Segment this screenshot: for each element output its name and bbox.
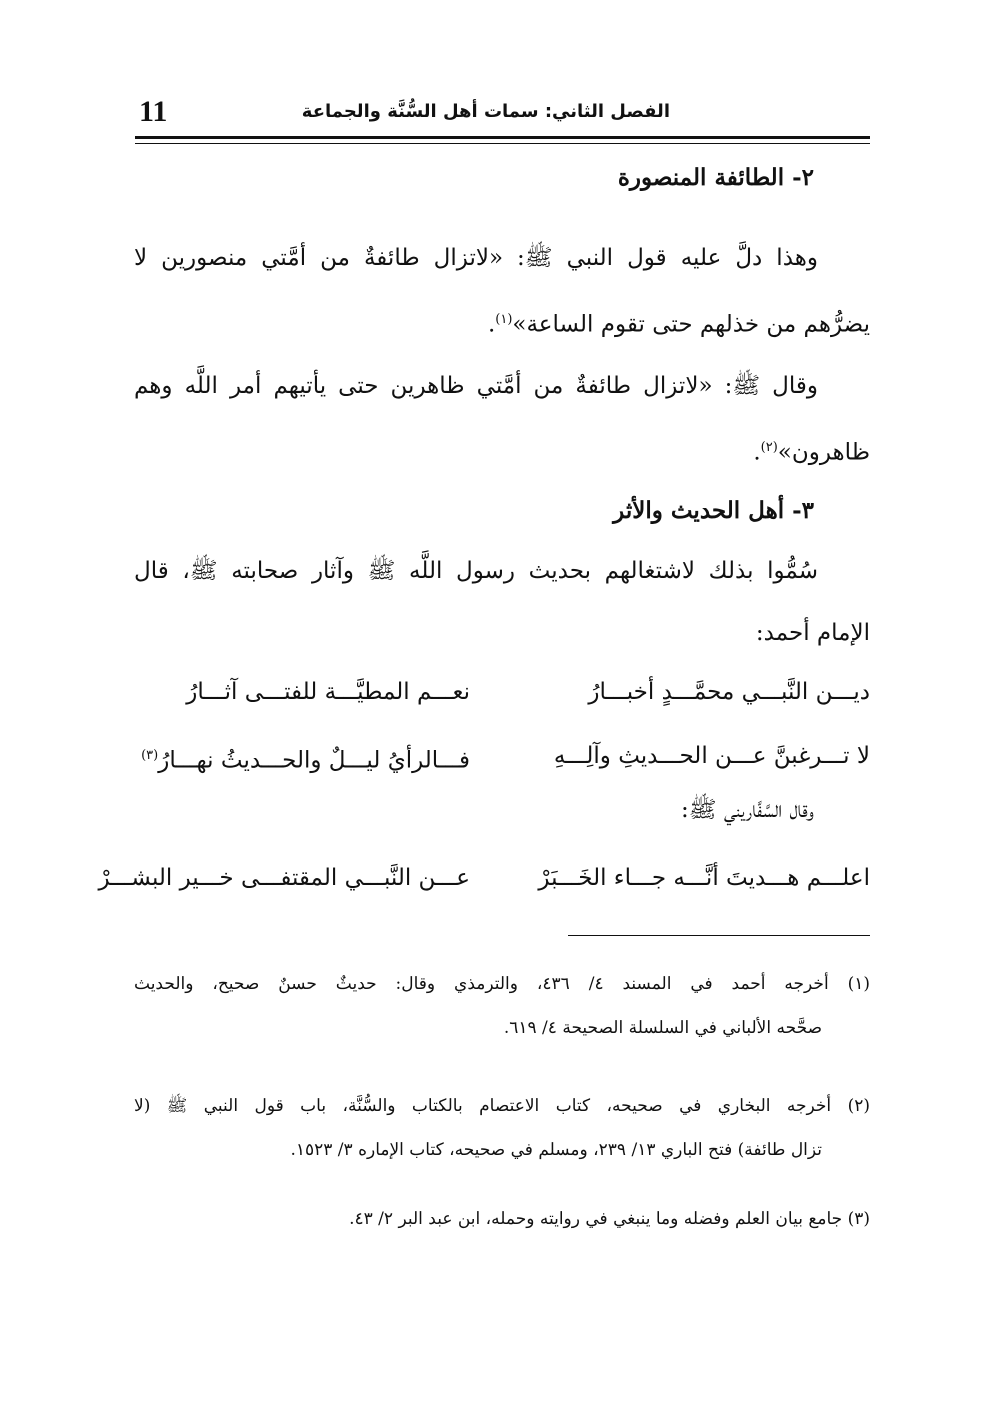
footnote-line: تزال طائفة) فتح الباري ١٣/ ٢٣٩، ومسلم في صحيحه، كتاب الإماره ٣/ ١٥٢٣.: [290, 1140, 822, 1160]
footnote: [134, 1084, 870, 1172]
poem-verse: [134, 670, 870, 714]
hemistich-second: عـــن النَّبـــي المقتفـــى خـــير البشـــرْ: [98, 865, 470, 891]
footnote-ref[interactable]: (١): [495, 312, 513, 327]
paragraph-end: .: [487, 311, 496, 338]
hemistich-second: [141, 734, 470, 783]
paragraph: [134, 540, 870, 664]
hemistich-text: فـــالرأيُ ليـــلٌ والحـــديثُ نهـــارُ: [158, 747, 470, 774]
page-header: [135, 92, 870, 132]
paragraph: [134, 227, 870, 351]
paragraph: [134, 355, 870, 479]
poem-intro: وقال السَّفَّاريني ﷺ:: [681, 797, 814, 823]
header-rule-thick: [135, 136, 870, 139]
footnote-separator: [568, 935, 870, 936]
page-number: 11: [139, 95, 168, 128]
running-title: الفصل الثاني: سمات أهل السُّنَّة والجماعة: [301, 101, 670, 122]
paragraph-text: يضرُّهم من خذلهم حتى تقوم الساعة»: [512, 311, 870, 338]
footnote: [134, 1197, 870, 1241]
hemistich-second: نعـــم المطيَّـــة للفتـــى آثـــارُ: [186, 679, 470, 705]
footnote-line: (١) أخرجه أحمد في المسند ٤/ ٤٣٦، والترمذي وقال: حديثٌ حسنٌ صحيح، والحديث: [134, 974, 870, 994]
header-rule-thin: [135, 143, 870, 144]
paragraph-line: سُمُّوا بذلك لاشتغالهم بحديث رسول اللَّه ﷺ وآثار صحابته ﷺ، قال: [134, 558, 818, 584]
hemistich-first: لا تـــرغبنَّ عـــن الحـــديثِ وآلِـــهِ: [553, 743, 870, 769]
paragraph-line: وقال ﷺ: «لاتزال طائفةٌ من أمَّتي ظاهرين حتى يأتيهم أمر اللَّه وهم: [134, 373, 818, 399]
hemistich-first: اعلـــم هـــديتَ أنَّـــه جـــاء الخَـــبَرْ: [538, 865, 870, 891]
footnote-line: صحَّحه الألباني في السلسلة الصحيحة ٤/ ٦١٩.: [503, 1018, 822, 1038]
paragraph-line: [134, 289, 870, 351]
paragraph-text: ظاهرون»: [777, 439, 870, 466]
section-heading: ٢- الطائفة المنصورة: [617, 164, 814, 191]
hemistich-first: ديـــن النَّبـــي محمَّـــدٍ أخبـــارُ: [588, 679, 870, 705]
footnote-ref[interactable]: (٢): [760, 440, 778, 455]
footnote-ref[interactable]: (٣): [141, 748, 159, 763]
poem-verse: [98, 856, 870, 900]
section-heading: ٣- أهل الحديث والأثر: [613, 497, 814, 524]
footnote: [134, 962, 870, 1050]
footnote-line: (٢) أخرجه البخاري في صحيحه، كتاب الاعتصام بالكتاب والسُّنَّة، باب قول النبي ﷺ (لا: [134, 1096, 870, 1116]
poem-verse: [134, 734, 870, 778]
paragraph-line: الإمام أحمد:: [755, 620, 870, 646]
paragraph-line: [134, 417, 870, 479]
paragraph-line: وهذا دلَّ عليه قول النبي ﷺ: «لاتزال طائفةٌ من أمَّتي منصورين لا: [134, 245, 818, 271]
paragraph-end: .: [753, 439, 761, 466]
footnote-line: (٣) جامع بيان العلم وفضله وما ينبغي في روايته وحمله، ابن عبد البر ٢/ ٤٣.: [349, 1209, 870, 1229]
